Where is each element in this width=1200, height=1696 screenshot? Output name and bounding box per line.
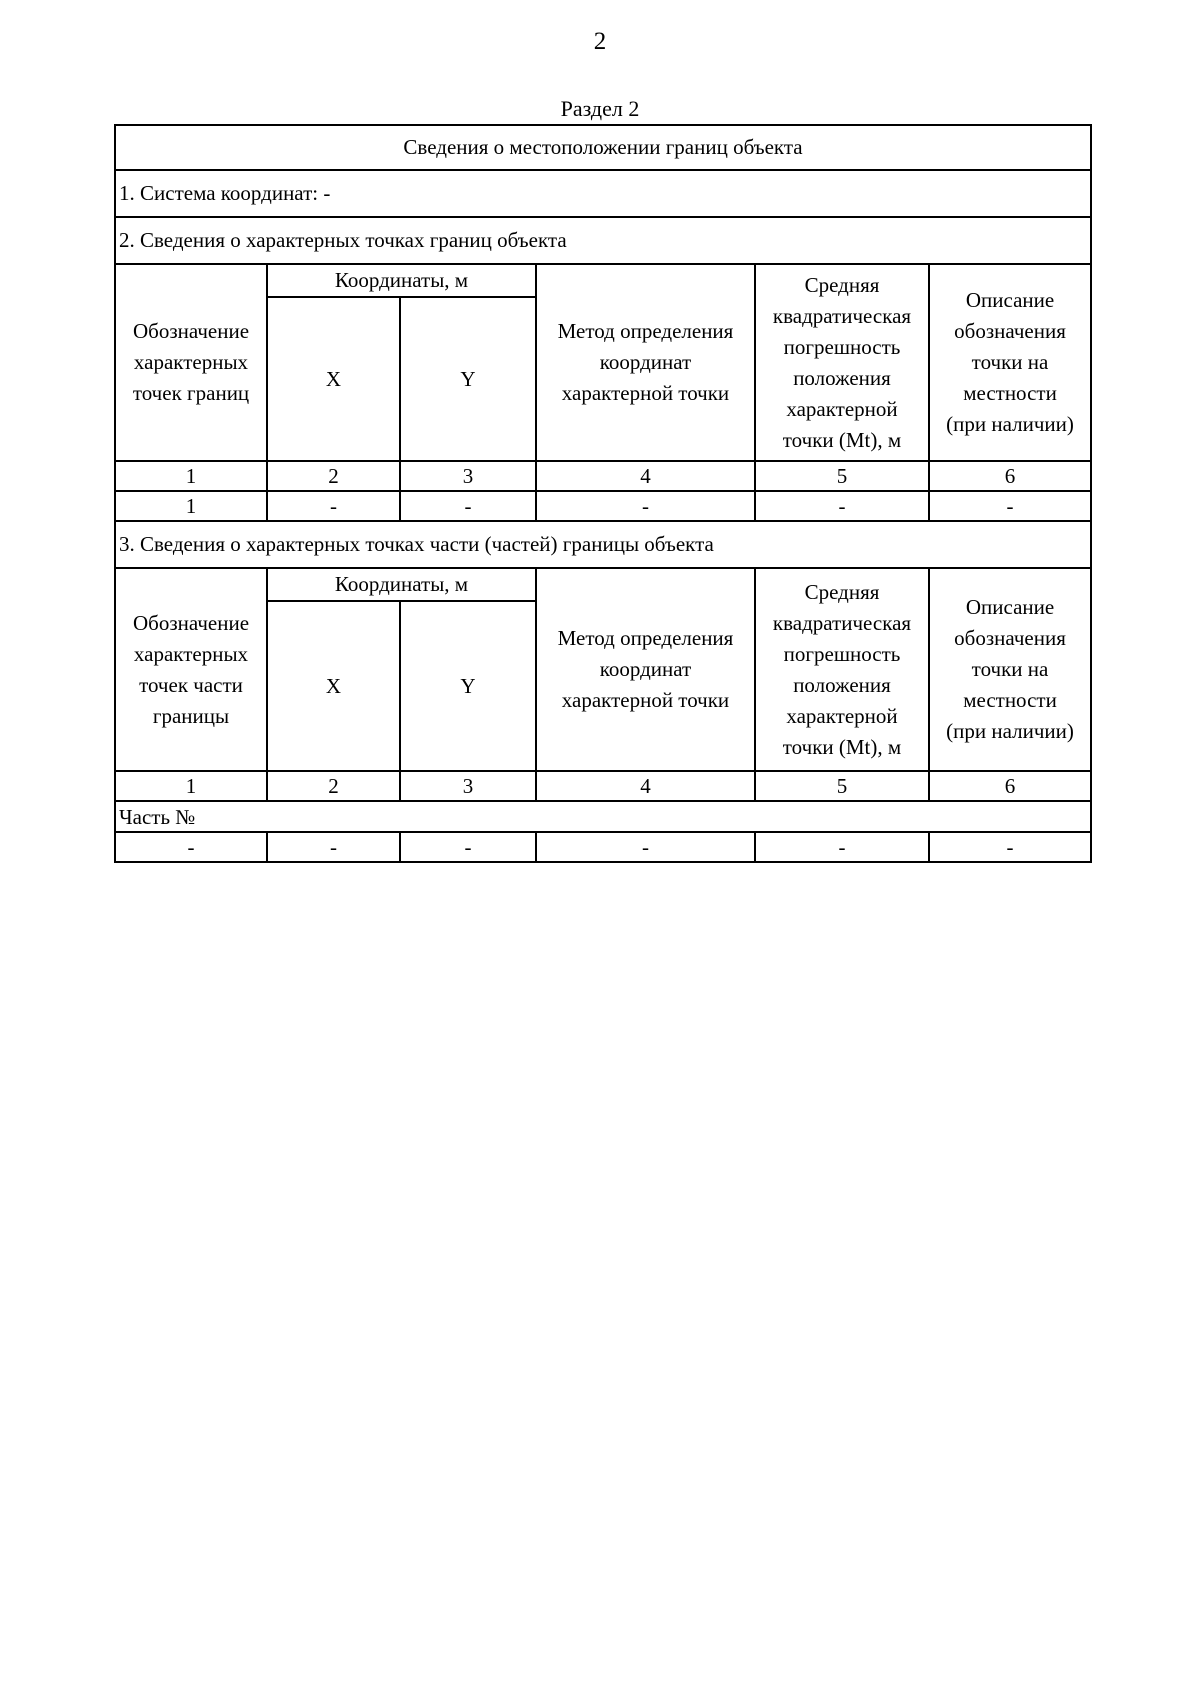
table-cell: -: [755, 832, 929, 862]
table-row: [115, 832, 1091, 862]
table-cell: -: [115, 832, 267, 862]
column-number: 2: [267, 461, 400, 491]
column-number: 1: [115, 461, 267, 491]
header-error: Средняя квадратическая погрешность положения характерной точки (Mt), м: [755, 264, 929, 461]
table-cell: -: [929, 832, 1091, 862]
section3-title: 3. Сведения о характерных точках части (частей) границы объекта: [115, 521, 1091, 568]
table-row: [115, 491, 1091, 521]
column-number: 4: [536, 461, 755, 491]
header-error: Средняя квадратическая погрешность положения характерной точки (Mt), м: [755, 568, 929, 771]
table-cell: -: [536, 491, 755, 521]
table-cell: -: [400, 491, 536, 521]
table-cell: -: [536, 832, 755, 862]
header-designation-part: Обозначение характерных точек части границы: [115, 568, 267, 771]
header-description: Описание обозначения точки на местности (при наличии): [929, 568, 1091, 771]
table-title: Сведения о местоположении границ объекта: [115, 125, 1091, 170]
coordinate-system: 1. Система координат: -: [115, 170, 1091, 217]
column-number: 3: [400, 461, 536, 491]
column-number: 4: [536, 771, 755, 801]
column-numbers-row: [115, 771, 1091, 801]
column-number: 6: [929, 771, 1091, 801]
boundary-table: [114, 124, 1092, 863]
header-y: Y: [400, 601, 536, 771]
section-title: Раздел 2: [560, 96, 640, 121]
section2-title: 2. Сведения о характерных точках границ объекта: [115, 217, 1091, 264]
table-cell: -: [267, 832, 400, 862]
column-numbers-row: [115, 461, 1091, 491]
header-y: Y: [400, 297, 536, 461]
page-number: 2: [593, 28, 607, 55]
column-number: 1: [115, 771, 267, 801]
table-cell: 1: [115, 491, 267, 521]
column-number: 6: [929, 461, 1091, 491]
column-number: 5: [755, 771, 929, 801]
column-number: 5: [755, 461, 929, 491]
table-cell: -: [755, 491, 929, 521]
header-coordinates: Координаты, м: [267, 264, 536, 297]
column-number: 3: [400, 771, 536, 801]
part-label: Часть №: [115, 801, 1091, 832]
header-method: Метод определения координат характерной точки: [536, 568, 755, 771]
header-x: X: [267, 297, 400, 461]
column-number: 2: [267, 771, 400, 801]
header-designation-boundary: Обозначение характерных точек границ: [115, 264, 267, 461]
table-cell: -: [929, 491, 1091, 521]
header-coordinates: Координаты, м: [267, 568, 536, 601]
table-cell: -: [267, 491, 400, 521]
header-method: Метод определения координат характерной точки: [536, 264, 755, 461]
header-x: X: [267, 601, 400, 771]
table-cell: -: [400, 832, 536, 862]
header-description: Описание обозначения точки на местности (при наличии): [929, 264, 1091, 461]
